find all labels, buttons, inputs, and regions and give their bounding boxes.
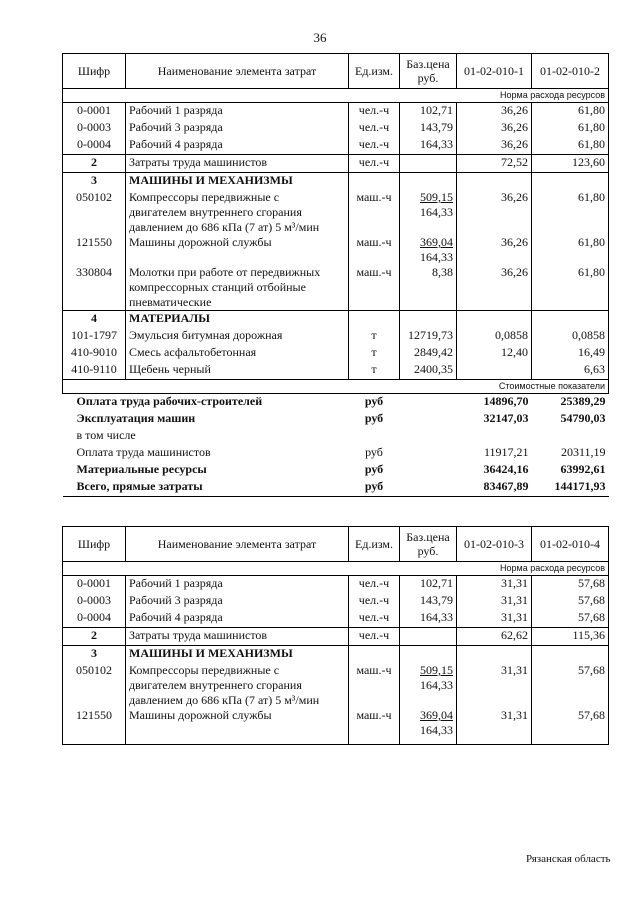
row-unit: маш.-ч [349,663,400,708]
row-code: 0-0004 [63,137,126,155]
row-value-b: 57,68 [532,576,609,594]
row-price: 12719,73 [400,328,457,345]
header-name: Наименование элемента затрат [126,54,349,89]
row-name-line: двигателем внутреннего сгорания [129,205,302,219]
row-value-a [457,362,532,380]
row-price [400,190,457,235]
header-base-price [400,54,457,89]
section-number: 2 [63,155,126,173]
table-row [63,708,609,745]
header-price-line1: Баз.цена [406,530,450,544]
price-machine: 369,04 [420,235,453,249]
row-unit: маш.-ч [349,265,400,311]
row-name-line: давлением до 686 кПа (7 ат) 5 м³/мин [129,220,320,234]
row-code: 121550 [63,235,126,265]
row-name [126,190,349,235]
row-unit: чел.-ч [349,593,400,610]
header-price-line2: руб. [417,71,439,85]
totals-value-a: 11917,21 [483,445,529,459]
row-name: Затраты труда машинистов [126,155,349,173]
row-unit: т [349,362,400,380]
row-name-line: пневматические [129,295,212,309]
row-value-a: 31,31 [457,708,532,745]
table-row [63,576,609,594]
row-price: 8,38 [400,265,457,311]
row-value-b: 57,68 [532,610,609,628]
price-machine: 509,15 [420,663,453,677]
table-row [63,137,609,155]
norm-label: Норма расхода ресурсов [63,89,609,103]
row-price [400,235,457,265]
price-machine: 509,15 [420,190,453,204]
table-row [63,265,609,311]
section-number: 4 [63,311,126,329]
header-unit: Ед.изм. [349,54,400,89]
header-col-a: 01-02-010-3 [457,527,532,562]
row-code: 0-0001 [63,103,126,121]
norm-label: Норма расхода ресурсов [63,562,609,576]
row-value-b: 61,80 [532,265,609,311]
totals-value-b: 144171,93 [532,479,609,497]
totals-row [63,445,609,462]
row-unit: чел.-ч [349,120,400,137]
row-name: Щебень черный [126,362,349,380]
header-base-price [400,527,457,562]
row-name: Рабочий 4 разряда [126,137,349,155]
row-value-b: 61,80 [532,235,609,265]
section-number: 2 [63,628,126,646]
row-code: 410-9110 [63,362,126,380]
price-operator: 164,33 [420,250,453,264]
row-value-a: 36,26 [457,265,532,311]
row-price [400,663,457,708]
row-unit: чел.-ч [349,576,400,594]
row-code: 0-0003 [63,593,126,610]
totals-value-a: 36424,16 [483,462,529,476]
row-value-a: 72,52 [457,155,532,173]
row-price [400,628,457,646]
header-code: Шифр [63,54,126,89]
totals-name: в том числе [76,428,136,442]
row-name: Смесь асфальтобетонная [126,345,349,362]
table-row [63,628,609,646]
row-value-a: 12,40 [457,345,532,362]
table-row [63,362,609,380]
page-number: 36 [313,30,327,45]
row-value-a: 31,31 [457,610,532,628]
row-name: Эмульсия битумная дорожная [126,328,349,345]
row-unit: чел.-ч [349,103,400,121]
row-value-a: 31,31 [457,663,532,708]
row-price: 164,33 [400,137,457,155]
row-name: Рабочий 3 разряда [126,120,349,137]
row-name: Рабочий 1 разряда [126,103,349,121]
row-code: 050102 [63,190,126,235]
totals-value-b: 25389,29 [560,394,606,408]
row-name-line: компрессорных станций отбойные [129,280,306,294]
row-name [126,663,349,708]
row-value-a: 31,31 [457,576,532,594]
row-value-b: 61,80 [532,137,609,155]
row-value-a: 31,31 [457,593,532,610]
section-title: МАШИНЫ И МЕХАНИЗМЫ [126,173,349,191]
row-name: Рабочий 1 разряда [126,576,349,594]
totals-value-a: 83467,89 [457,479,532,497]
row-code: 0-0004 [63,610,126,628]
table-row [63,663,609,708]
section-title: МАШИНЫ И МЕХАНИЗМЫ [126,646,349,664]
table-row [63,155,609,173]
row-name-line: Компрессоры передвижные с [129,663,280,677]
header-col-b: 01-02-010-4 [532,527,609,562]
row-value-a: 36,26 [457,190,532,235]
row-name: Рабочий 4 разряда [126,610,349,628]
row-value-b: 57,68 [532,663,609,708]
row-value-b: 16,49 [532,345,609,362]
totals-unit: руб [364,394,384,408]
totals-name: Оплата труда рабочих-строителей [76,394,263,408]
row-name-line: двигателем внутреннего сгорания [129,678,302,692]
row-value-b: 115,36 [532,628,609,646]
price-operator: 164,33 [420,205,453,219]
section-header-row [63,646,609,664]
row-value-a: 36,26 [457,120,532,137]
row-value-b: 61,80 [532,103,609,121]
table-row [63,190,609,235]
section-header-row [63,173,609,191]
totals-name: Оплата труда машинистов [76,445,211,459]
row-unit: маш.-ч [349,190,400,235]
totals-name: Эксплуатация машин [76,411,196,425]
row-code: 0-0001 [63,576,126,594]
row-price [400,155,457,173]
totals-value-a: 32147,03 [483,411,529,425]
row-value-a: 36,26 [457,137,532,155]
header-col-a: 01-02-010-1 [457,54,532,89]
row-name: Машины дорожной службы [126,235,349,265]
row-value-b: 123,60 [532,155,609,173]
row-code: 050102 [63,663,126,708]
row-value-a: 36,26 [457,103,532,121]
totals-value-b: 54790,03 [560,411,606,425]
table-row [63,593,609,610]
totals-row [63,411,609,428]
price-operator: 164,33 [420,678,453,692]
section-number: 3 [63,646,126,664]
totals-row [63,462,609,479]
table-row [63,345,609,362]
totals-name: Материальные ресурсы [76,462,207,476]
row-code: 101-1797 [63,328,126,345]
totals-value-b: 20311,19 [560,445,606,459]
row-unit: маш.-ч [349,708,400,745]
row-price: 143,79 [400,120,457,137]
row-name: Машины дорожной службы [126,708,349,745]
totals-name: Всего, прямые затраты [63,479,349,497]
totals-row [63,394,609,412]
totals-value-b: 63992,61 [560,462,606,476]
row-price: 2849,42 [400,345,457,362]
row-price: 143,79 [400,593,457,610]
totals-unit: руб [364,411,384,425]
row-value-b: 57,68 [532,708,609,745]
row-value-a: 62,62 [457,628,532,646]
row-price: 102,71 [400,576,457,594]
totals-unit: руб [349,479,400,497]
row-code: 410-9010 [63,345,126,362]
row-value-b: 6,63 [532,362,609,380]
row-value-a: 0,0858 [457,328,532,345]
header-unit: Ед.изм. [349,527,400,562]
row-unit: маш.-ч [349,235,400,265]
totals-row [63,428,609,445]
row-value-b: 61,80 [532,120,609,137]
row-price: 102,71 [400,103,457,121]
row-value-b: 61,80 [532,190,609,235]
row-unit: т [349,328,400,345]
table-row [63,235,609,265]
totals-unit: руб [364,462,384,476]
norm-label-row [63,562,609,576]
table-row [63,103,609,121]
price-machine: 369,04 [420,708,453,722]
price-operator: 164,33 [420,723,453,737]
row-code: 121550 [63,708,126,745]
row-unit: т [349,345,400,362]
row-unit: чел.-ч [349,155,400,173]
row-unit: чел.-ч [349,610,400,628]
totals-value-a: 14896,70 [483,394,529,408]
table-row [63,328,609,345]
header-name: Наименование элемента затрат [126,527,349,562]
row-code: 330804 [63,265,126,311]
section-header-row [63,311,609,329]
section-title: МАТЕРИАЛЫ [126,311,349,329]
row-name-line: давлением до 686 кПа (7 ат) 5 м³/мин [129,693,320,707]
row-name [126,265,349,311]
norm-label-row [63,89,609,103]
table-row [63,120,609,137]
resource-table-1 [62,53,609,497]
totals-unit: руб [365,445,383,459]
cost-label: Стоимостные показатели [63,380,609,394]
header-code: Шифр [63,527,126,562]
resource-table-2 [62,526,609,745]
cost-label-row [63,380,609,394]
table-header [63,54,609,89]
row-value-a: 36,26 [457,235,532,265]
row-price: 2400,35 [400,362,457,380]
row-name: Затраты труда машинистов [126,628,349,646]
header-col-b: 01-02-010-2 [532,54,609,89]
row-unit: чел.-ч [349,628,400,646]
section-number: 3 [63,173,126,191]
row-code: 0-0003 [63,120,126,137]
header-price-line1: Баз.цена [406,57,450,71]
row-unit: чел.-ч [349,137,400,155]
row-value-b: 57,68 [532,593,609,610]
row-name-line: Компрессоры передвижные с [129,190,280,204]
row-value-b: 0,0858 [532,328,609,345]
header-price-line2: руб. [417,544,439,558]
region-footer: Рязанская область [526,853,611,865]
row-price [400,708,457,745]
totals-row [63,479,609,497]
row-name-line: Молотки при работе от передвижных [129,265,321,279]
table-header [63,527,609,562]
row-price: 164,33 [400,610,457,628]
table-row [63,610,609,628]
row-name: Рабочий 3 разряда [126,593,349,610]
